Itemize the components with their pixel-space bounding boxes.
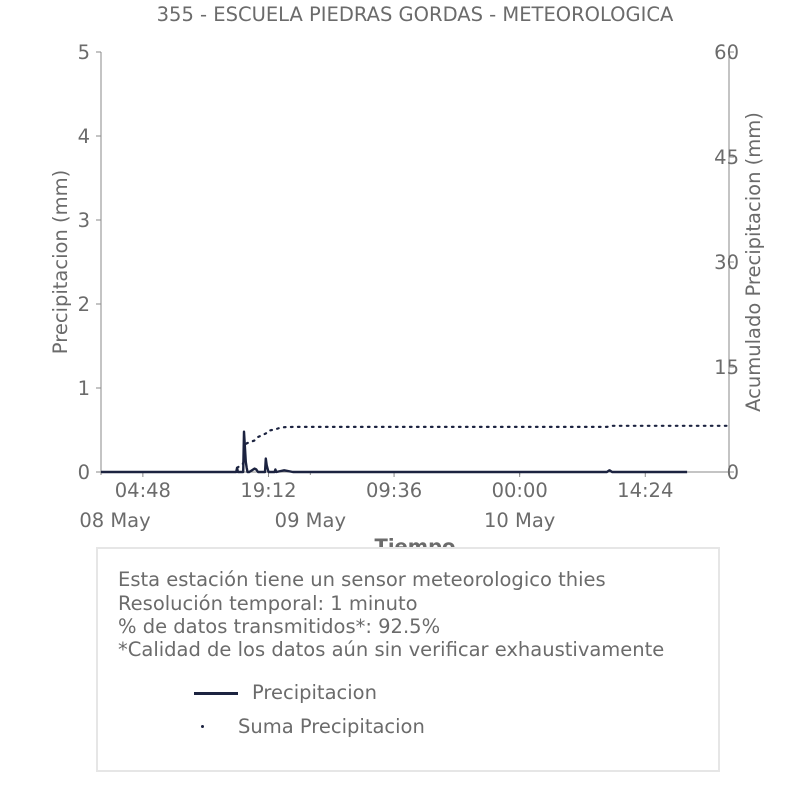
y-tick-label: 0	[77, 461, 90, 484]
y-right-tick-label: 60	[714, 41, 739, 64]
precipitation-series-line	[101, 432, 687, 472]
legend-precip-swatch	[194, 692, 238, 695]
info-box	[96, 547, 720, 772]
y-tick-label: 5	[77, 41, 90, 64]
x-tick-label: 19:12	[240, 479, 297, 502]
y-axis-label: Precipitacion (mm)	[49, 169, 72, 355]
chart-marks	[101, 426, 729, 472]
info-resolution: Resolución temporal: 1 minuto	[118, 592, 418, 615]
y-right-tick-label: 30	[714, 251, 739, 274]
chart-title: 355 - ESCUELA PIEDRAS GORDAS - METEOROLOGICA	[156, 3, 674, 26]
info-sensor: Esta estación tiene un sensor meteorologico thies	[118, 568, 606, 591]
legend-precip-label: Precipitacion	[252, 681, 377, 704]
x-date-label: 09 May	[274, 509, 346, 532]
legend-sum-swatch	[201, 725, 204, 728]
x-tick-label: 14:24	[617, 479, 674, 502]
y-right-tick-label: 0	[726, 461, 739, 484]
x-tick-label: 09:36	[365, 479, 423, 502]
x-date-label: 10 May	[484, 509, 556, 532]
cumulative-series-dotted-line	[237, 426, 729, 468]
y-tick-label: 3	[77, 209, 90, 232]
chart-ticks	[78, 41, 739, 532]
info-disclaimer: *Calidad de los datos aún sin verificar exhaustivamente	[118, 638, 665, 661]
legend-sum-label: Suma Precipitacion	[238, 715, 425, 738]
y-tick-label: 1	[77, 377, 90, 400]
info-transmitted: % de datos transmitidos*: 92.5%	[118, 615, 441, 638]
x-tick-label: 04:48	[114, 479, 171, 502]
y-tick-label: 2	[77, 293, 90, 316]
y-axis-right-label: Acumulado Precipitacion (mm)	[742, 112, 765, 412]
x-tick-label: 00:00	[491, 479, 548, 502]
y-right-tick-label: 15	[714, 356, 739, 379]
y-tick-label: 4	[77, 125, 90, 148]
chart-axes	[101, 52, 729, 472]
y-right-tick-label: 45	[714, 146, 739, 169]
x-date-label: 08 May	[79, 509, 151, 532]
